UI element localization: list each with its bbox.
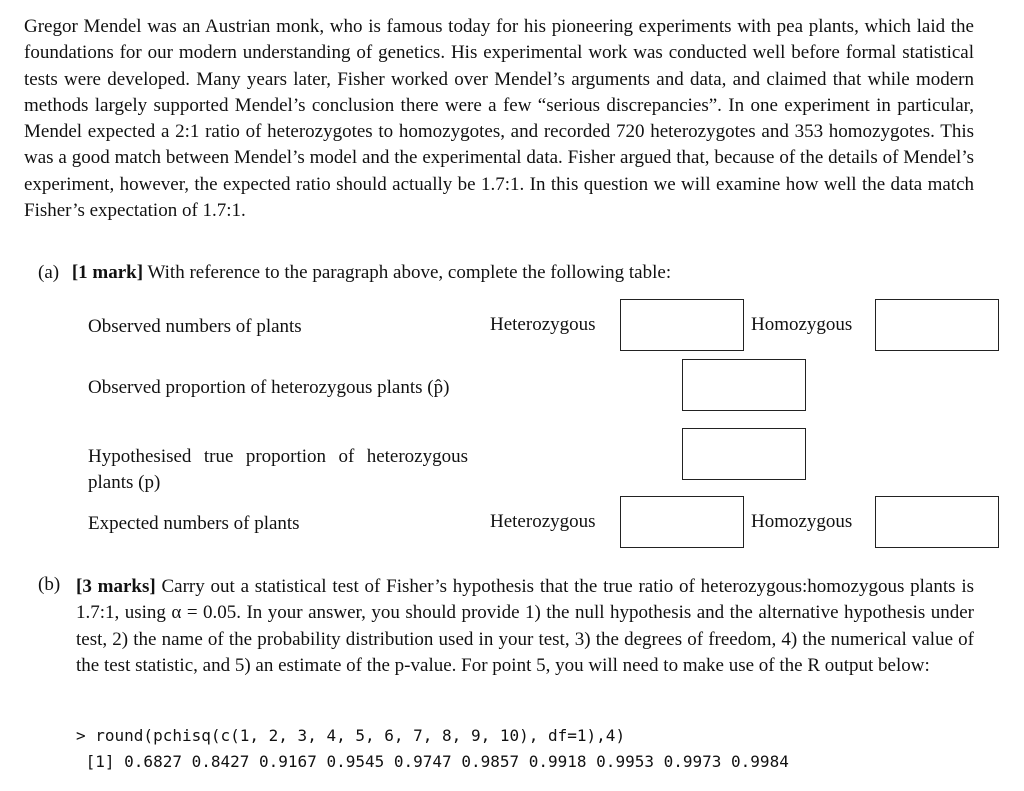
hypothesised-proportion-input[interactable] (682, 428, 806, 480)
observed-proportion-label: Observed proportion of heterozygous plants (p̂) (88, 377, 450, 398)
intro-paragraph: Gregor Mendel was an Austrian monk, who is famous today for his pioneering experiments with pea plants, which laid the foundations for our modern understanding of genetics. His experimental work was conducted well before formal statistical tests were developed. Many years later, Fisher worked over Mendel’s arguments and data, and claimed that while modern methods largely supported Mendel’s conclusion there were a few “serious discrepancies”. In one experiment in particular, Mendel expected a 2:1 ratio of heterozygotes to homozygotes, and recorded 720 heterozygotes and 353 homozygotes. This was a good match between Mendel’s model and the experimental data. Fisher argued that, because of the details of Mendel’s experiment, however, the expected ratio should actually be 1.7:1. In this question we will examine how well the data match Fisher’s expectation of 1.7:1. (24, 16, 974, 222)
r-result: [1] 0.6827 0.8427 0.9167 0.9545 0.9747 0.9857 0.9918 0.9953 0.9973 0.9984 (76, 752, 789, 771)
observed-heterozygous-input[interactable] (620, 299, 744, 351)
part-b-body: Carry out a statistical test of Fisher’s hypothesis that the true ratio of heterozygous:homozygous plants is 1.7:1, using α = 0.05. In your answer, you should provide 1) the null hypothesis and the alternative hypothesis under test, 2) the name of the probability distribution used in your test, 3) the degrees of freedom, 4) the numerical value of the test statistic, and 5) an estimate of the p-value. For point 5, you will need to make use of the R output below: (76, 576, 974, 676)
r-command: > round(pchisq(c(1, 2, 3, 4, 5, 6, 7, 8, 9, 10), df=1),4) (76, 726, 626, 745)
part-a-label: (a) (38, 262, 60, 283)
expected-homozygous-label: Homozygous (751, 511, 853, 532)
expected-heterozygous-input[interactable] (620, 496, 744, 548)
expected-homozygous-input[interactable] (875, 496, 999, 548)
observed-proportion-input[interactable] (682, 359, 806, 411)
part-a-heading (38, 262, 671, 284)
observed-heterozygous-label: Heterozygous (490, 314, 596, 335)
expected-numbers-label: Expected numbers of plants (88, 513, 300, 534)
part-a-marks: [1 mark] (71, 262, 144, 283)
part-b-marks: [3 marks] (76, 576, 156, 597)
part-b-label: (b) (38, 574, 61, 595)
part-a-instruction: With reference to the paragraph above, complete the following table: (143, 262, 672, 283)
expected-heterozygous-label: Heterozygous (490, 511, 596, 532)
observed-homozygous-input[interactable] (875, 299, 999, 351)
hypothesised-proportion-label: Hypothesised true proportion of heterozygous plants (p) (88, 446, 468, 493)
observed-homozygous-label: Homozygous (751, 314, 853, 335)
part-b-text (76, 574, 974, 679)
observed-numbers-label: Observed numbers of plants (88, 316, 302, 337)
